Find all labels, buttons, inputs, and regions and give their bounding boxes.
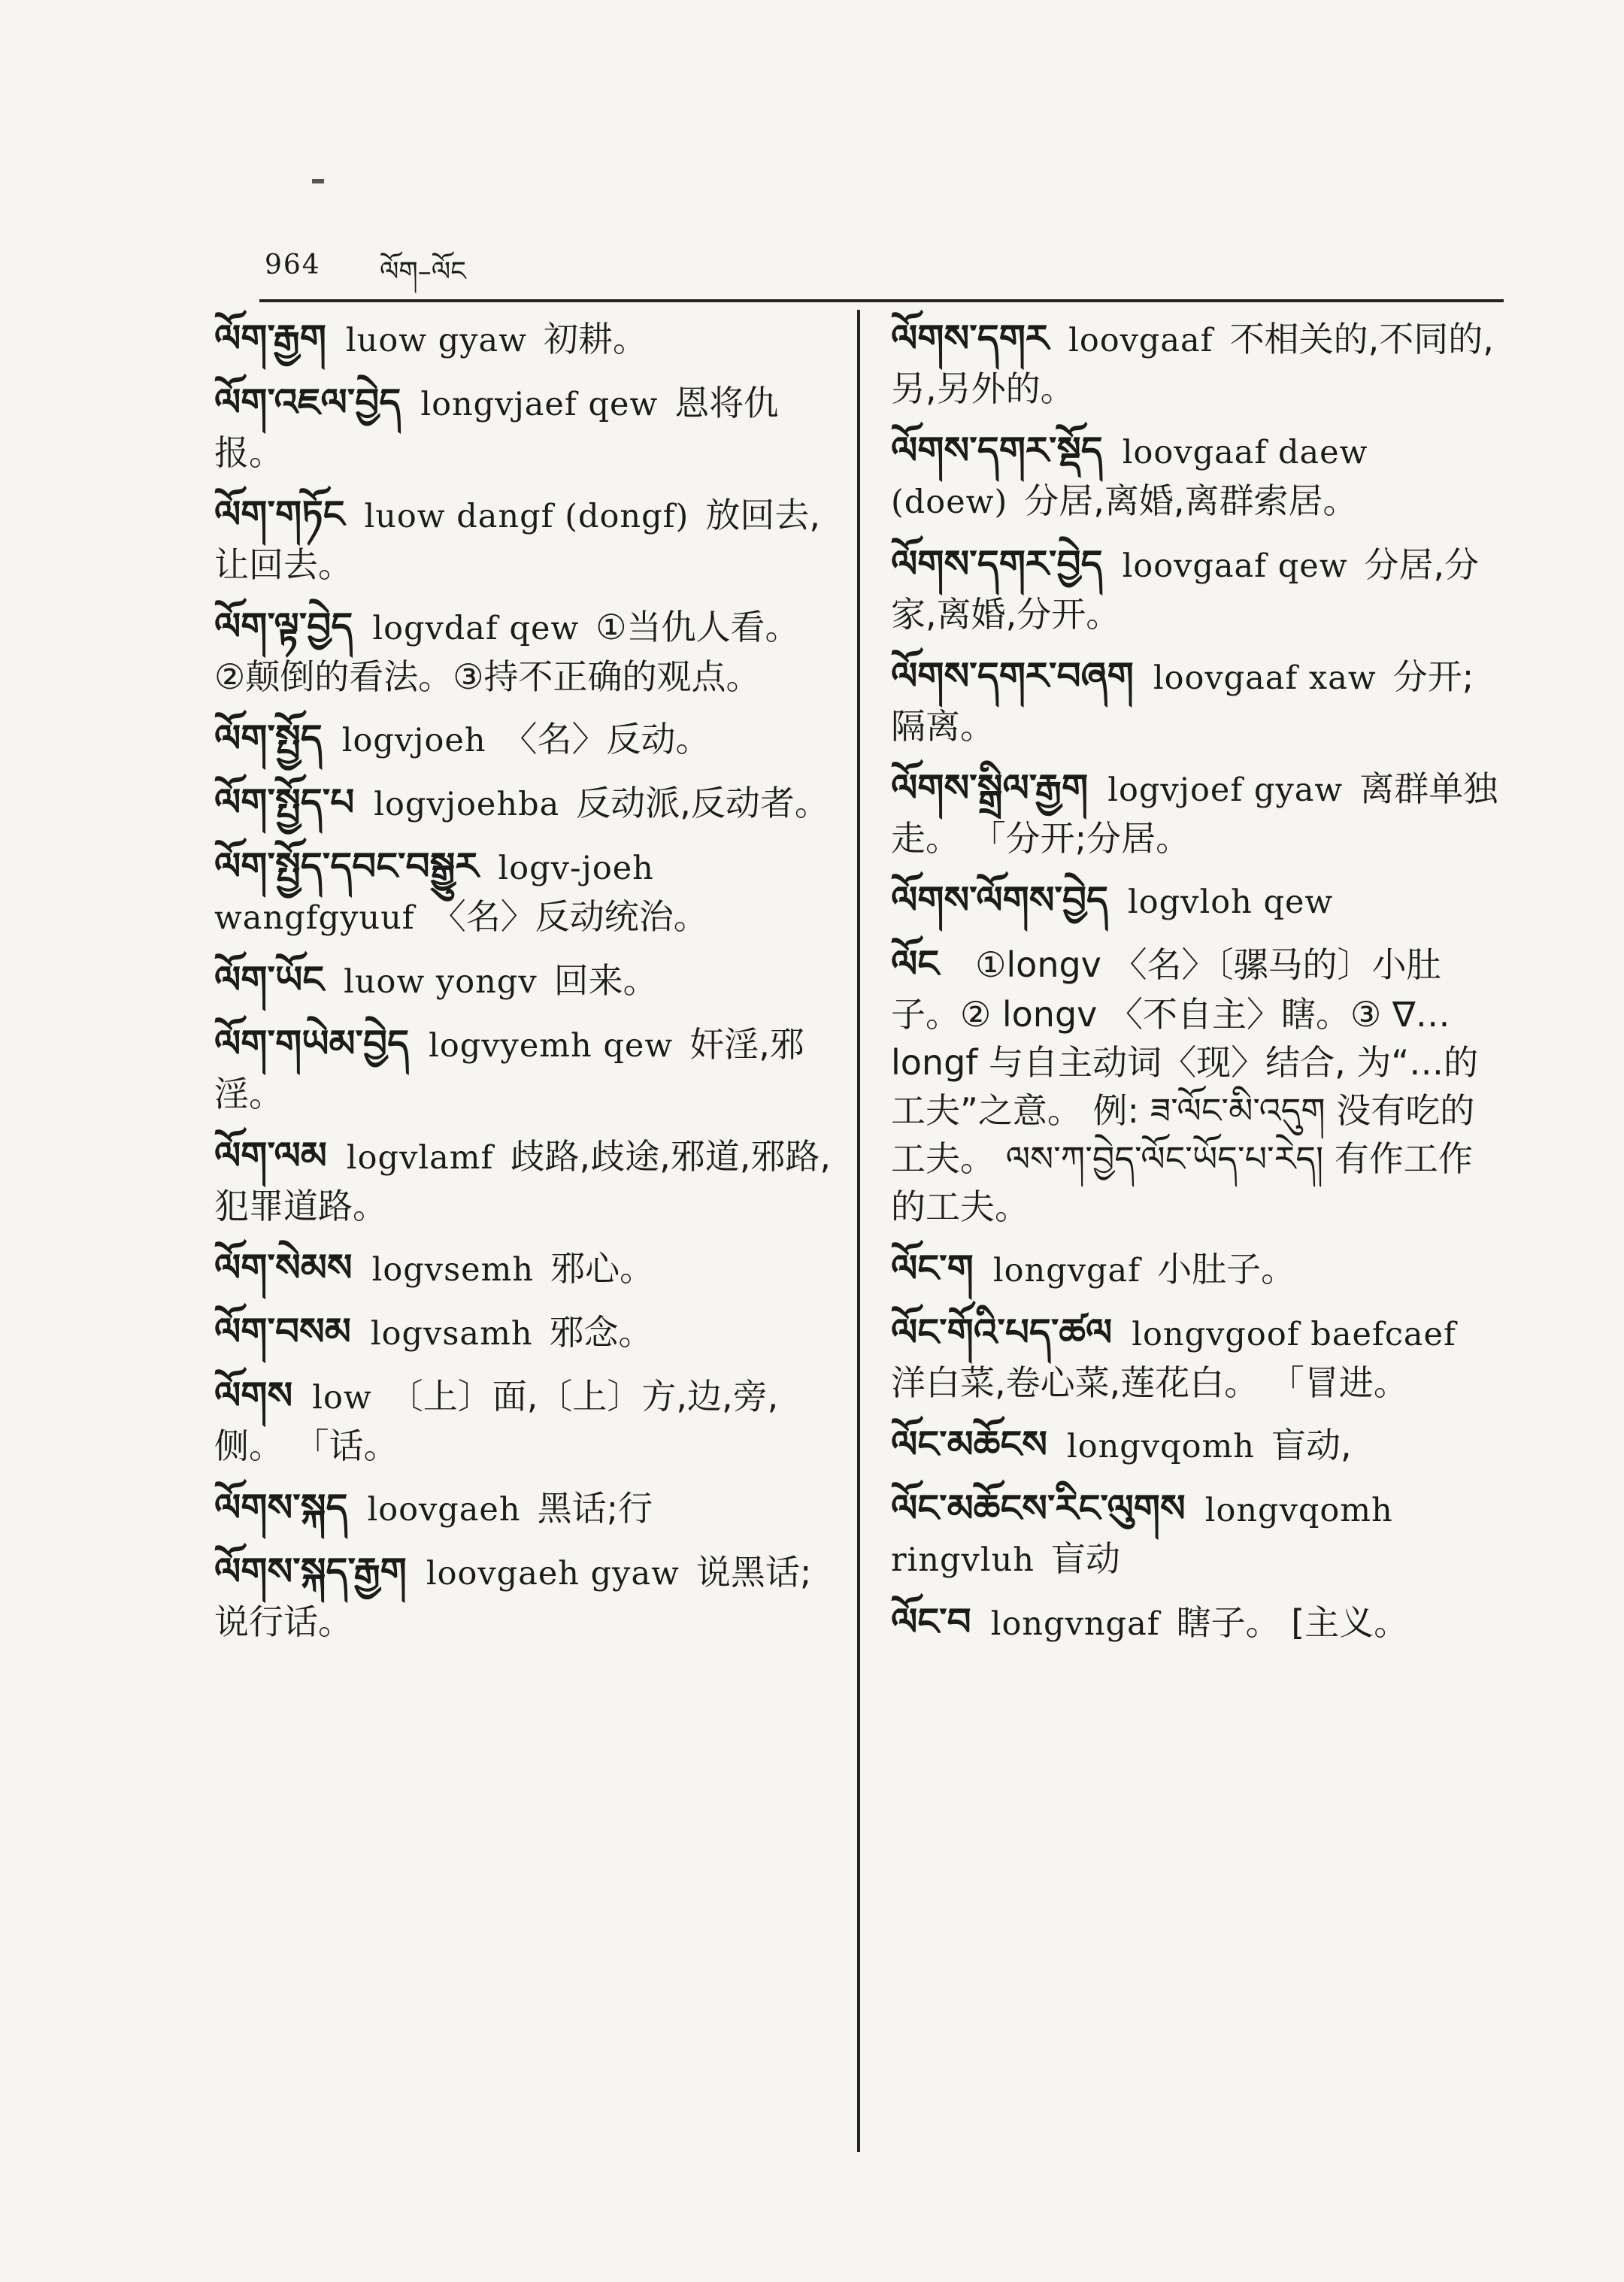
entry-romanization: loovgaaf qew [1122, 547, 1348, 585]
entry-romanization: longvqomh ringvluh [891, 1492, 1393, 1579]
entry-definition: 奸淫,邪淫。 [214, 1024, 804, 1114]
entry-tibetan: ལོགས་སྒྲིལ་རྒྱག [891, 766, 1089, 810]
entry-definition: 不相关的,不同的,另,另外的。 [891, 319, 1494, 409]
dictionary-entry [891, 876, 1504, 926]
entry-romanization: longvjaef qew [420, 386, 659, 423]
entry-tibetan: ལོགས་དགར་བྱེད [891, 542, 1103, 586]
entry-definition: 洋白菜,卷心菜,莲花白。 「冒进。 [891, 1362, 1408, 1403]
entry-tibetan: ལོག་གཏོང [214, 492, 345, 536]
dictionary-entry [214, 314, 835, 365]
right-column [891, 314, 1504, 1662]
dictionary-entry [214, 778, 835, 829]
column-divider [857, 310, 860, 2152]
entry-definition: 回来。 [553, 960, 658, 1001]
dictionary-entry [214, 378, 835, 477]
entry-tibetan: ལོགས་དགར [891, 317, 1050, 360]
entry-tibetan: ལོགས [214, 1374, 293, 1417]
entry-romanization: longvgoof baefcaef [1132, 1316, 1456, 1353]
entry-romanization: loovgaeh [367, 1491, 521, 1529]
dictionary-entry [891, 652, 1504, 750]
dictionary-entry [891, 940, 1504, 1231]
entry-definition: 分开;隔离。 [891, 656, 1474, 747]
dictionary-entry [214, 714, 835, 765]
entry-tibetan: ལོག་བསམ [214, 1310, 351, 1353]
entry-tibetan: ལོང་ག [891, 1247, 974, 1290]
entry-definition: 说黑话;说行话。 [214, 1552, 812, 1642]
dictionary-entry [891, 1598, 1504, 1648]
entry-definition: 歧路,歧途,邪道,邪路,犯罪道路。 [214, 1136, 831, 1226]
header-rule [259, 299, 1504, 302]
dictionary-entry [891, 1308, 1504, 1407]
dictionary-entry [214, 602, 835, 701]
entry-definition: 初耕。 [543, 319, 647, 359]
entry-tibetan: ལོག་གཡེམ་བྱེད [214, 1022, 410, 1065]
entry-romanization: logvjoehba [374, 786, 560, 823]
entry-definition: 瞎子。 [主义。 [1176, 1602, 1409, 1643]
entry-definition: 放回去,让回去。 [214, 495, 820, 585]
dictionary-entry [891, 314, 1504, 413]
entry-tibetan: ལོག་སྤྱོད་དབང་བསྒྱུར [214, 844, 479, 888]
entry-tibetan: ལོགས་དགར་བཞག [891, 654, 1134, 698]
entry-definition: 分居,分家,离婚,分开。 [891, 544, 1480, 635]
entry-definition: ①longv 〈名〉〔骡马的〕小肚子。② longv 〈不自主〉瞎。③ ∇… longf 与自主动词〈现〉结合, 为“…的工夫”之意。 例: ཟ་ལོང་མི་འདུག 没有吃的工夫。 ལས་ཀ་བྱེད་ལོང་ཡོད་པ་རེད། 有作工作的工夫。 [891, 944, 1479, 1227]
entry-definition: 盲动 [1050, 1538, 1120, 1579]
entry-definition: 〈名〉反动。 [502, 719, 710, 759]
entry-tibetan: ལོག་ལམ [214, 1134, 327, 1177]
entry-romanization: logvsemh [371, 1251, 535, 1289]
dictionary-entry [214, 1371, 835, 1470]
entry-definition: 离群单独走。 「分开;分居。 [891, 768, 1498, 859]
dictionary-entry [214, 1244, 835, 1294]
entry-romanization: low [312, 1379, 372, 1417]
entry-romanization: luow yongv [344, 963, 538, 1001]
entry-romanization: logvlamf [346, 1139, 494, 1177]
running-headword: ལོག–ལོང [380, 256, 466, 287]
entry-tibetan: ལོགས་ལོགས་བྱེད [891, 878, 1108, 922]
entry-definition: 邪念。 [549, 1312, 653, 1353]
page-number: 964 [265, 250, 321, 280]
entry-romanization: loovgaaf [1068, 322, 1213, 359]
dictionary-entry [214, 1132, 835, 1230]
entry-romanization: loovgaaf xaw [1153, 659, 1377, 697]
entry-romanization: logvdaf qew [372, 610, 580, 647]
entry-tibetan: ལོང [891, 942, 940, 986]
dictionary-entry [891, 1244, 1504, 1295]
entry-definition: 盲动, [1271, 1425, 1352, 1465]
entry-romanization: loovgaeh gyaw [426, 1555, 680, 1593]
dictionary-entry [891, 1484, 1504, 1584]
entry-romanization: logvjoeh [341, 722, 486, 759]
entry-tibetan: ལོག་སྤྱོད [214, 717, 323, 760]
dictionary-entry [214, 1020, 835, 1118]
entry-definition: ①当仇人看。 ②颠倒的看法。③持不正确的观点。 [214, 607, 800, 697]
entry-tibetan: ལོགས་དགར་སྡོད [891, 429, 1103, 472]
entry-tibetan: ལོང་མཆོངས [891, 1423, 1047, 1466]
entry-romanization: longvqomh [1066, 1428, 1255, 1465]
scan-mark [312, 179, 324, 183]
entry-definition: 邪心。 [550, 1248, 655, 1289]
entry-tibetan: ལོག་ལྟ་བྱེད [214, 605, 353, 648]
entry-definition: 〈名〉反动统治。 [431, 896, 708, 937]
entry-romanization: logvyemh qew [429, 1027, 674, 1065]
entry-tibetan: ལོང་མཆོངས་རིང་ལུགས [891, 1486, 1186, 1530]
dictionary-entry [214, 1308, 835, 1358]
entry-romanization: logvjoef gyaw [1107, 771, 1344, 809]
entry-romanization: longvngaf [990, 1605, 1160, 1643]
dictionary-entry [214, 956, 835, 1006]
dictionary-entry [214, 490, 835, 589]
left-column [214, 314, 835, 1659]
entry-definition: 恩将仇报。 [214, 383, 779, 473]
entry-romanization: logvsamh [370, 1315, 533, 1353]
entry-definition: 小肚子。 [1157, 1249, 1296, 1289]
entry-tibetan: ལོང་བ [891, 1600, 971, 1644]
entry-romanization: luow dangf (dongf) [364, 498, 689, 535]
entry-romanization: logvloh qew [1128, 883, 1334, 921]
entry-tibetan: ལོང་གོའི་པད་ཚལ [891, 1311, 1113, 1354]
dictionary-entry [891, 540, 1504, 638]
entry-romanization: longvgaf [992, 1252, 1141, 1289]
dictionary-entry [214, 1547, 835, 1646]
entry-tibetan: ལོག་རྒྱག [214, 317, 326, 360]
entry-tibetan: ལོག་སྤྱོད་པ [214, 780, 355, 824]
entry-definition: 黑话;行 [537, 1488, 653, 1529]
entry-romanization: logv-joeh wangfgyuuf [214, 850, 654, 937]
dictionary-entry [214, 842, 835, 942]
entry-romanization: loovgaaf daew (doew) [891, 434, 1368, 521]
entry-tibetan: ལོག་ཡོང [214, 958, 325, 1002]
dictionary-entry [891, 1420, 1504, 1471]
entry-tibetan: ལོགས་སྐད་རྒྱག [214, 1550, 407, 1593]
entry-definition: 分居,离婚,离群索居。 [1024, 480, 1358, 521]
entry-tibetan: ལོག་སེམས [214, 1246, 353, 1289]
entry-tibetan: ལོག་འཇལ་བྱེད [214, 380, 401, 424]
entry-definition: 〔上〕面,〔上〕方,边,旁,侧。 「话。 [214, 1376, 779, 1466]
dictionary-entry [891, 426, 1504, 526]
entry-definition: 反动派,反动者。 [576, 783, 829, 823]
dictionary-entry [891, 764, 1504, 862]
dictionary-entry [214, 1483, 835, 1534]
entry-tibetan: ལོགས་སྐད [214, 1486, 348, 1529]
entry-romanization: luow gyaw [345, 322, 527, 359]
